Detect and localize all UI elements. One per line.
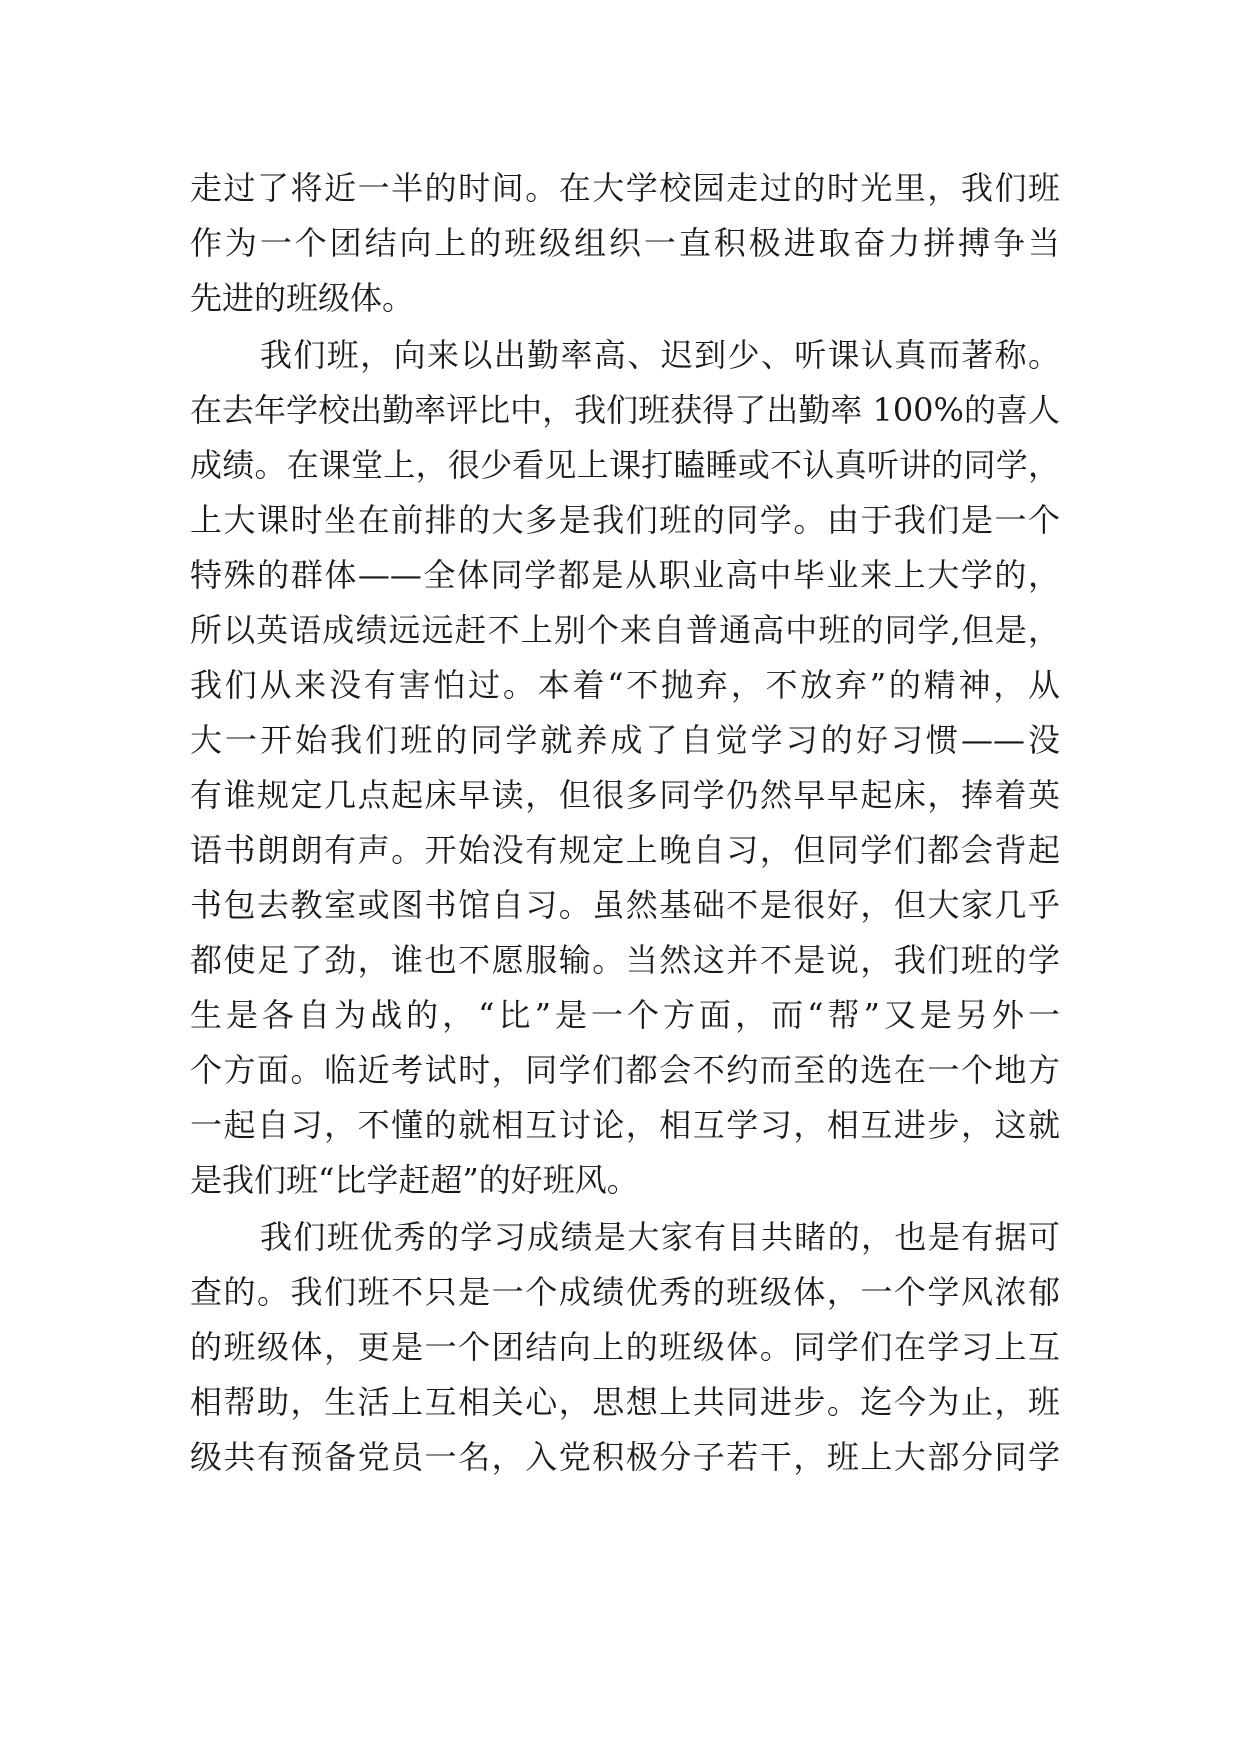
text-line: 上大课时坐在前排的大多是我们班的同学。由于我们是一个 xyxy=(190,501,1060,539)
text-line: 都使足了劲，谁也不愿服输。当然这并不是说，我们班的学 xyxy=(190,941,1060,979)
text-line: 大一开始我们班的同学就养成了自觉学习的好习惯——没 xyxy=(190,721,1060,759)
text-line: 书包去教室或图书馆自习。虽然基础不是很好，但大家几乎 xyxy=(190,886,1060,924)
paragraph-1 xyxy=(190,161,1060,326)
text-line: 在去年学校出勤率评比中，我们班获得了出勤率 100%的喜人 xyxy=(190,391,1060,429)
text-line: 作为一个团结向上的班级组织一直积极进取奋力拼搏争当 xyxy=(190,224,1060,262)
text-line: 查的。我们班不只是一个成绩优秀的班级体，一个学风浓郁 xyxy=(190,1273,1060,1311)
text-line: 成绩。在课堂上，很少看见上课打瞌睡或不认真听讲的同学， xyxy=(190,446,1060,484)
text-line: 相帮助，生活上互相关心，思想上共同进步。迄今为止，班 xyxy=(190,1383,1060,1421)
text-line: 先进的班级体。 xyxy=(190,279,415,317)
text-line: 的班级体，更是一个团结向上的班级体。同学们在学习上互 xyxy=(190,1328,1060,1366)
text-line: 一起自习，不懂的就相互讨论，相互学习，相互进步，这就 xyxy=(190,1106,1060,1144)
text-line: 走过了将近一半的时间。在大学校园走过的时光里，我们班 xyxy=(190,169,1060,207)
paragraph-3 xyxy=(190,1210,1060,1485)
text-line: 生是各自为战的，“比”是一个方面，而“帮”又是另外一 xyxy=(190,996,1060,1034)
text-line: 我们班优秀的学习成绩是大家有目共睹的，也是有据可 xyxy=(260,1218,1060,1256)
text-line: 有谁规定几点起床早读，但很多同学仍然早早起床，捧着英 xyxy=(190,776,1060,814)
text-line: 个方面。临近考试时，同学们都会不约而至的选在一个地方 xyxy=(190,1051,1060,1089)
text-line: 特殊的群体——全体同学都是从职业高中毕业来上大学的， xyxy=(190,556,1060,594)
document-body xyxy=(190,161,1060,1485)
paragraph-2 xyxy=(190,328,1060,1208)
text-line: 级共有预备党员一名，入党积极分子若干，班上大部分同学 xyxy=(190,1438,1060,1476)
text-line: 是我们班“比学赶超”的好班风。 xyxy=(190,1161,639,1199)
text-line: 我们从来没有害怕过。本着“不抛弃，不放弃”的精神，从 xyxy=(190,666,1060,704)
text-line: 所以英语成绩远远赶不上别个来自普通高中班的同学,但是， xyxy=(190,611,1060,649)
text-line: 语书朗朗有声。开始没有规定上晚自习，但同学们都会背起 xyxy=(190,831,1060,869)
text-line: 我们班，向来以出勤率高、迟到少、听课认真而著称。 xyxy=(260,336,1060,374)
